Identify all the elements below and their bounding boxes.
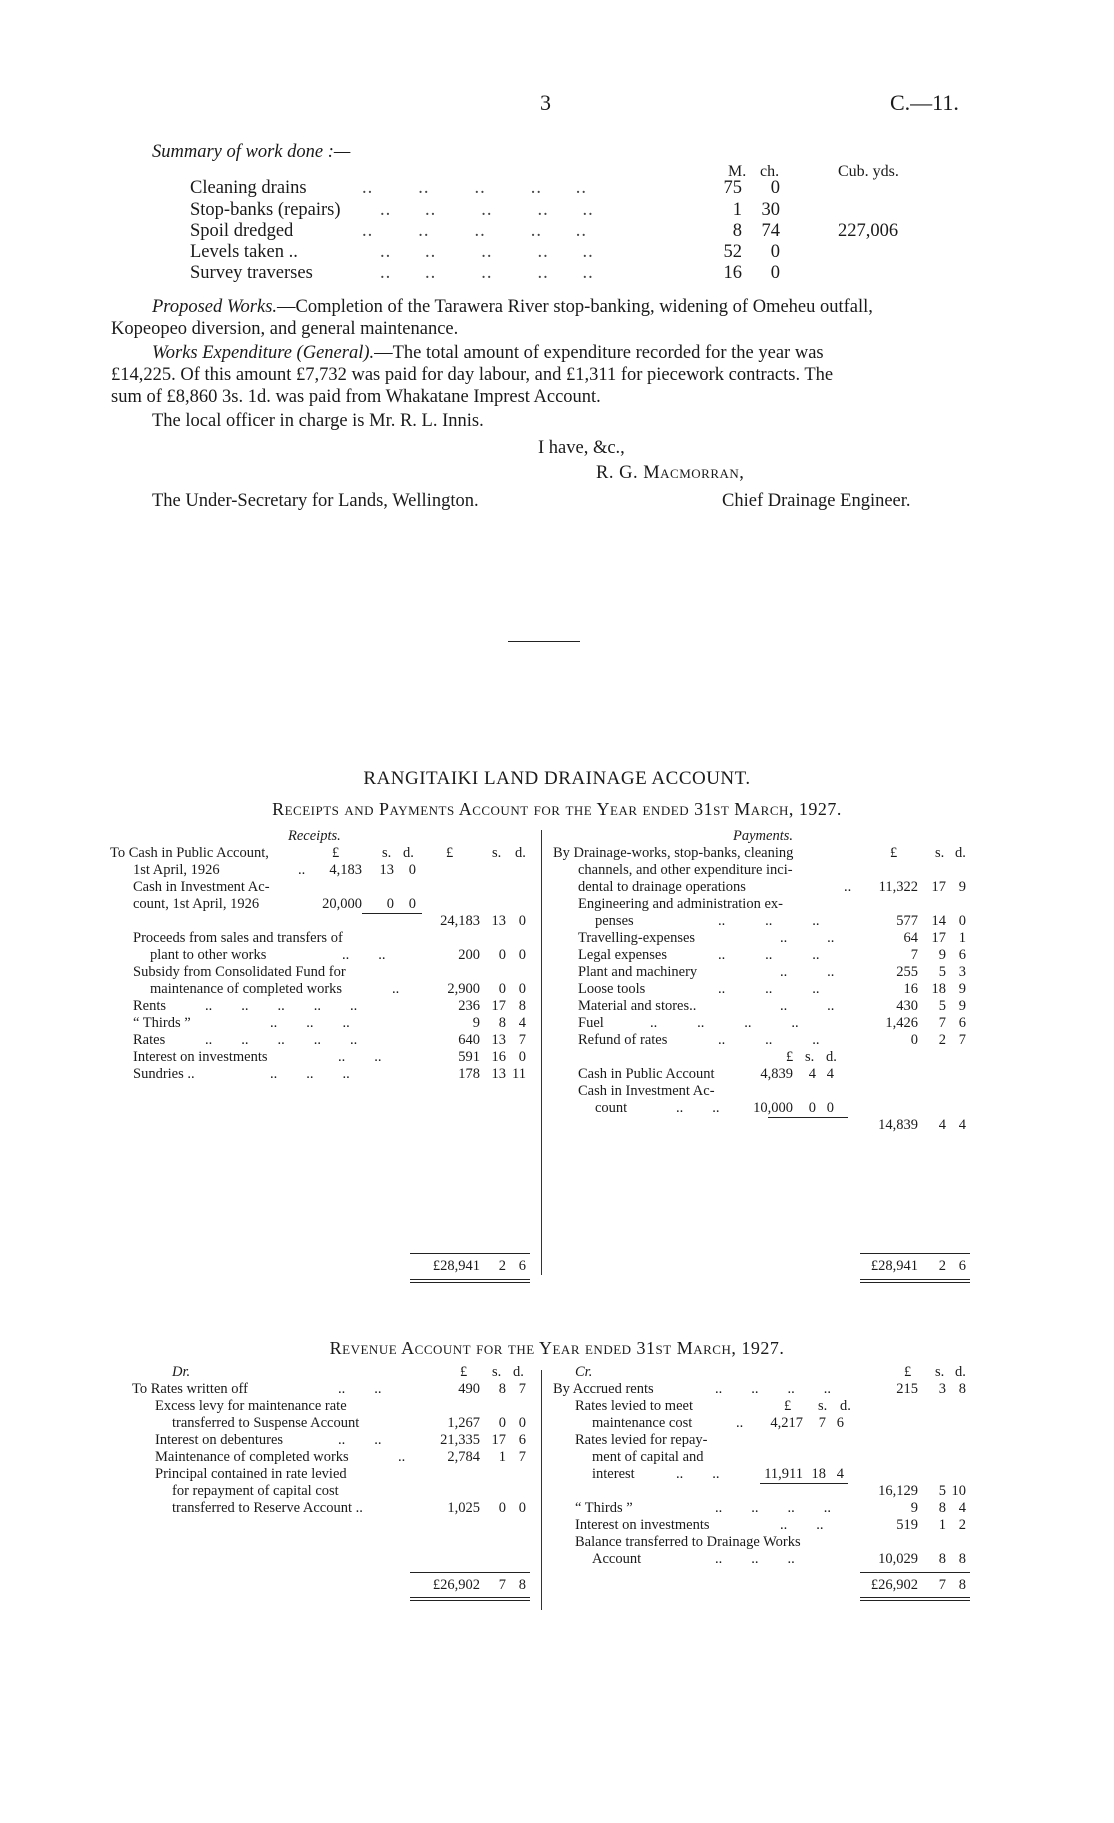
receipts-payments-heading: Receipts and Payments Account for the Year ended 31st March, 1927.: [272, 799, 842, 819]
receipts-total-pounds: £28,941: [432, 1258, 480, 1274]
debit-total-pence: 8: [518, 1577, 526, 1593]
receipt-item-pence: 11: [512, 1066, 526, 1082]
receipt-item-shillings: 13: [491, 1066, 506, 1082]
debit-item-pounds: 490: [458, 1381, 480, 1397]
total-double-rule: [410, 1600, 530, 1601]
receipt-item-label: Sundries ..: [133, 1066, 195, 1082]
currency-pence-header: d.: [515, 845, 526, 861]
payment-item-pence: 6: [958, 1015, 966, 1031]
payment-cash-investment-pence: 0: [826, 1100, 834, 1116]
receipt-cash-investment-pence: 0: [408, 896, 416, 912]
receipt-item-shillings: 16: [491, 1049, 506, 1065]
currency-pound-header: £: [460, 1364, 468, 1380]
payment-item-label: Legal expenses: [578, 947, 667, 963]
receipt-item-pence: 4: [518, 1015, 526, 1031]
credit-accrued-pence: 8: [958, 1381, 966, 1397]
currency-pence-header: d.: [403, 845, 414, 861]
receipt-cash-investment-shillings: 0: [386, 896, 394, 912]
leader-dots: .. .. .. .. ..: [362, 221, 587, 241]
receipt-item-pence: 8: [518, 998, 526, 1014]
payment-item-pounds: 430: [896, 998, 918, 1014]
payment-item-shillings: 18: [931, 981, 946, 997]
receipt-item-pence: 0: [518, 981, 526, 997]
payment-item-label: Plant and machinery: [578, 964, 698, 980]
currency-pound-header: £: [784, 1398, 792, 1414]
payment-item-shillings: 17: [931, 930, 946, 946]
leader-dots: .. ..: [338, 1432, 382, 1448]
payment-item-pounds: 7: [910, 947, 918, 963]
credit-rates-total-shillings: 5: [938, 1483, 946, 1499]
works-expenditure-label: Works Expenditure (General).: [152, 343, 375, 363]
subtotal-rule: [768, 1117, 848, 1118]
receipt-item-pence: 0: [518, 947, 526, 963]
addressee: The Under-Secretary for Lands, Wellington.: [152, 491, 479, 511]
payment-item-pence: 9: [958, 879, 966, 895]
summary-row-m: 8: [732, 221, 742, 241]
local-officer-line: The local officer in charge is Mr. R. L. Innis.: [152, 411, 484, 431]
summary-row-ch: 0: [770, 242, 780, 262]
revenue-account-heading: Revenue Account for the Year ended 31st March, 1927.: [329, 1338, 785, 1358]
currency-pound-header: £: [446, 845, 454, 861]
leader-dots: .. ..: [780, 1517, 824, 1533]
payment-item-shillings: 7: [938, 1015, 946, 1031]
debit-item-shillings: 8: [498, 1381, 506, 1397]
leader-dots: .. .. .. ..: [715, 1500, 831, 1516]
currency-pence-header: d.: [826, 1049, 837, 1065]
proposed-works-label: Proposed Works.: [152, 297, 278, 317]
credit-maintenance-shillings: 7: [818, 1415, 826, 1431]
total-rule: [860, 1572, 970, 1573]
debit-item-shillings: 0: [498, 1500, 506, 1516]
payment-cash-public-pounds: 4,839: [760, 1066, 793, 1082]
leader-dots: .. ..: [780, 998, 835, 1014]
credit-repayment-label: Rates levied for repay-: [575, 1432, 708, 1448]
payments-total-pounds: £28,941: [870, 1258, 918, 1274]
payment-cash-investment-shillings: 0: [808, 1100, 816, 1116]
credit-balance-label: Balance transferred to Drainage Works: [575, 1534, 801, 1550]
account-title: RANGITAIKI LAND DRAINAGE ACCOUNT.: [363, 768, 751, 789]
debit-item-pounds: 1,267: [447, 1415, 480, 1431]
credit-thirds-shillings: 8: [938, 1500, 946, 1516]
payment-item-shillings: 14: [931, 913, 946, 929]
payment-item-label: Refund of rates: [578, 1032, 668, 1048]
receipt-item-label: Subsidy from Consolidated Fund for: [133, 964, 346, 980]
works-expenditure-line-2: £14,225. Of this amount £7,732 was paid for day labour, and £1,311 for piecework contracts. The: [111, 365, 834, 385]
currency-pound-header: £: [332, 845, 340, 861]
currency-shilling-header: s.: [805, 1049, 815, 1065]
debit-item-label: To Rates written off: [132, 1381, 248, 1397]
summary-row-ch: 30: [761, 200, 780, 220]
leader-dots: .. .. ..: [718, 913, 820, 929]
total-double-rule: [410, 1279, 530, 1280]
summary-row-label: Spoil dredged: [190, 221, 294, 241]
receipt-item-pence: 7: [518, 1032, 526, 1048]
debit-item-shillings: 1: [498, 1449, 506, 1465]
works-expenditure-line-3: sum of £8,860 3s. 1d. was paid from Whakatane Imprest Account.: [111, 387, 601, 407]
receipt-cash-public-pence: 0: [408, 862, 416, 878]
total-rule: [860, 1253, 970, 1254]
summary-row-m: 16: [723, 263, 742, 283]
leader-dots: .. .. .. .. ..: [380, 263, 594, 283]
leader-dots: .. .. .. ..: [715, 1381, 831, 1397]
currency-pound-header: £: [890, 845, 898, 861]
debit-total-pounds: £26,902: [432, 1577, 480, 1593]
debit-item-shillings: 0: [498, 1415, 506, 1431]
leader-dots: .. .. ..: [718, 947, 820, 963]
currency-shilling-header: s.: [382, 845, 392, 861]
payments-total-pence: 6: [958, 1258, 966, 1274]
document-reference: C.—11.: [890, 90, 959, 115]
leader-dots: .. ..: [338, 1049, 382, 1065]
leader-dots: .. .. ..: [270, 1015, 350, 1031]
leader-dots: .. .. ..: [270, 1066, 350, 1082]
debit-item-pence: 0: [518, 1500, 526, 1516]
payment-cash-subtotal-pounds: 14,839: [878, 1117, 918, 1133]
currency-shilling-header: s.: [935, 845, 945, 861]
payment-item-shillings: 17: [931, 879, 946, 895]
credit-repayment-label-continued: ment of capital and: [592, 1449, 704, 1465]
column-divider: [541, 1370, 542, 1610]
leader-dots: ..: [844, 879, 852, 895]
credit-interest-shillings: 1: [938, 1517, 946, 1533]
currency-shilling-header: s.: [935, 1364, 945, 1380]
receipts-total-pence: 6: [518, 1258, 526, 1274]
debit-item-pounds: 1,025: [447, 1500, 480, 1516]
payment-item-pence: 6: [958, 947, 966, 963]
currency-shilling-header: s.: [818, 1398, 828, 1414]
credit-accrued-label: By Accrued rents: [553, 1381, 654, 1397]
credit-rates-total-pounds: 16,129: [878, 1483, 918, 1499]
payments-total-shillings: 2: [938, 1258, 946, 1274]
receipt-item-pounds: 591: [458, 1049, 480, 1065]
proposed-works-text: —Completion of the Tarawera River stop-banking, widening of Omeheu outfall,: [277, 297, 873, 317]
credit-balance-shillings: 8: [938, 1551, 946, 1567]
leader-dots: .. .. .. .. ..: [362, 178, 587, 198]
debit-item-pounds: 21,335: [440, 1432, 480, 1448]
payment-cash-investment-label: Cash in Investment Ac-: [578, 1083, 715, 1099]
credit-interest-pounds: 519: [896, 1517, 918, 1533]
credit-interest-pence: 2: [958, 1517, 966, 1533]
receipt-cash-investment-label: Cash in Investment Ac-: [133, 879, 270, 895]
subtotal-rule: [760, 1483, 848, 1484]
payment-item-label: Engineering and administration ex-: [578, 896, 783, 912]
summary-row-label: Survey traverses: [190, 263, 313, 283]
payment-item-pence: 3: [958, 964, 966, 980]
signatory-title: Chief Drainage Engineer.: [722, 491, 911, 511]
debit-item-label: Principal contained in rate levied: [155, 1466, 347, 1482]
credit-repayment-pence: 4: [836, 1466, 844, 1482]
payment-item-label-continued: penses: [595, 913, 634, 929]
payment-item-label-continued: dental to drainage operations: [578, 879, 746, 895]
credit-balance-pence: 8: [958, 1551, 966, 1567]
credit-maintenance-label: Rates levied to meet: [575, 1398, 693, 1414]
summary-row-label: Levels taken ..: [190, 242, 298, 262]
payments-heading: Payments.: [733, 828, 793, 844]
receipt-item-shillings: 8: [498, 1015, 506, 1031]
debit-item-label-continued: transferred to Suspense Account: [172, 1415, 360, 1431]
leader-dots: ..: [736, 1415, 744, 1431]
credit-repayment-shillings: 18: [811, 1466, 826, 1482]
payment-cash-public-shillings: 4: [808, 1066, 816, 1082]
signatory-name: R. G. Macmorran,: [596, 463, 745, 483]
total-double-rule: [860, 1282, 970, 1283]
currency-pence-header: d.: [513, 1364, 524, 1380]
page-number: 3: [540, 90, 551, 115]
debit-item-label: Maintenance of completed works: [155, 1449, 349, 1465]
summary-row-ch: 0: [770, 178, 780, 198]
currency-shilling-header: s.: [492, 845, 502, 861]
credit-balance-pounds: 10,029: [878, 1551, 918, 1567]
credit-rates-total-pence: 10: [951, 1483, 966, 1499]
receipt-item-shillings: 13: [491, 1032, 506, 1048]
leader-dots: .. .. ..: [718, 981, 820, 997]
leader-dots: .. .. .. .. ..: [205, 998, 358, 1014]
credit-accrued-pounds: 215: [896, 1381, 918, 1397]
proposed-works-text-continued: Kopeopeo diversion, and general maintenance.: [111, 319, 459, 339]
total-rule: [410, 1253, 530, 1254]
closing-salutation: I have, &c.,: [538, 438, 625, 458]
summary-row-m: 75: [723, 178, 742, 198]
currency-shilling-header: s.: [492, 1364, 502, 1380]
payment-item-pounds: 11,322: [878, 879, 918, 895]
payment-item-label: Material and stores..: [578, 998, 697, 1014]
payment-item-pence: 1: [958, 930, 966, 946]
total-rule: [410, 1572, 530, 1573]
total-double-rule: [860, 1597, 970, 1598]
debit-total-shillings: 7: [498, 1577, 506, 1593]
credit-total-pounds: £26,902: [870, 1577, 918, 1593]
payment-cash-subtotal-pence: 4: [958, 1117, 966, 1133]
receipt-item-pounds: 236: [458, 998, 480, 1014]
payment-item-pence: 0: [958, 913, 966, 929]
payment-cash-investment-pounds: 10,000: [753, 1100, 793, 1116]
leader-dots: .. ..: [676, 1466, 720, 1482]
payment-item-pence: 9: [958, 981, 966, 997]
total-double-rule: [860, 1279, 970, 1280]
credit-interest-label: Interest on investments: [575, 1517, 710, 1533]
leader-dots: .. ..: [780, 930, 835, 946]
payment-item-pounds: 16: [903, 981, 918, 997]
total-double-rule: [410, 1282, 530, 1283]
credit-thirds-pounds: 9: [910, 1500, 918, 1516]
summary-row-label: Stop-banks (repairs): [190, 200, 341, 220]
payment-cash-public-pence: 4: [826, 1066, 834, 1082]
payment-cash-investment-label-continued: count: [595, 1100, 628, 1116]
summary-heading: Summary of work done :—: [152, 142, 351, 162]
leader-dots: ..: [392, 981, 400, 997]
receipt-cash-public-pounds: 4,183: [329, 862, 362, 878]
debit-item-label: Excess levy for maintenance rate: [155, 1398, 347, 1414]
credit-maintenance-pounds: 4,217: [770, 1415, 803, 1431]
summary-row-cubic-yards: 227,006: [838, 221, 899, 241]
currency-pound-header: £: [904, 1364, 912, 1380]
payment-item-label: By Drainage-works, stop-banks, cleaning: [553, 845, 794, 861]
receipt-cash-public-date: 1st April, 1926: [133, 862, 220, 878]
leader-dots: .. .. .. .. ..: [380, 200, 594, 220]
credit-repayment-label-continued: interest: [592, 1466, 635, 1482]
receipt-item-label-continued: plant to other works: [150, 947, 267, 963]
receipt-item-shillings: 17: [491, 998, 506, 1014]
debit-item-label: Interest on debentures: [155, 1432, 284, 1448]
payment-item-label-continued: channels, and other expenditure inci-: [578, 862, 793, 878]
payment-item-pounds: 1,426: [885, 1015, 918, 1031]
receipt-item-label: Rates: [133, 1032, 166, 1048]
receipt-cash-subtotal-pence: 0: [518, 913, 526, 929]
currency-pence-header: d.: [955, 1364, 966, 1380]
summary-row-label: Cleaning drains: [190, 178, 307, 198]
leader-dots: .. ..: [338, 1381, 382, 1397]
summary-row-ch: 0: [770, 263, 780, 283]
payment-item-pounds: 577: [896, 913, 918, 929]
payment-item-pounds: 255: [896, 964, 918, 980]
payment-item-pence: 9: [958, 998, 966, 1014]
payment-item-label: Fuel: [578, 1015, 604, 1031]
currency-pence-header: d.: [955, 845, 966, 861]
works-expenditure-paragraph: [152, 342, 824, 364]
leader-dots: ..: [298, 862, 306, 878]
credit-total-shillings: 7: [938, 1577, 946, 1593]
currency-pence-header: d.: [840, 1398, 851, 1414]
receipt-cash-investment-pounds: 20,000: [322, 896, 362, 912]
credit-maintenance-label-continued: maintenance cost: [592, 1415, 693, 1431]
column-divider: [541, 830, 542, 1275]
receipt-item-label: Interest on investments: [133, 1049, 268, 1065]
debit-item-pence: 6: [518, 1432, 526, 1448]
summary-col-cubic-yards: Cub. yds.: [838, 163, 899, 180]
payment-cash-subtotal-shillings: 4: [938, 1117, 946, 1133]
summary-row-ch: 74: [761, 221, 780, 241]
credit-repayment-pounds: 11,911: [764, 1466, 803, 1482]
payment-item-label: Loose tools: [578, 981, 646, 997]
receipt-item-pounds: 9: [472, 1015, 480, 1031]
payment-item-label: Travelling-expenses: [578, 930, 696, 946]
debit-item-label-continued: transferred to Reserve Account ..: [172, 1500, 363, 1516]
receipt-cash-subtotal-pounds: 24,183: [440, 913, 480, 929]
receipt-item-pence: 0: [518, 1049, 526, 1065]
receipt-item-pounds: 640: [458, 1032, 480, 1048]
receipt-item-label: Proceeds from sales and transfers of: [133, 930, 343, 946]
leader-dots: .. ..: [780, 964, 835, 980]
debit-item-pounds: 2,784: [447, 1449, 480, 1465]
credit-total-pence: 8: [958, 1577, 966, 1593]
summary-col-miles: M.: [728, 163, 747, 180]
payment-item-shillings: 9: [938, 947, 946, 963]
currency-pound-header: £: [786, 1049, 794, 1065]
credit-heading: Cr.: [575, 1364, 593, 1380]
receipt-cash-subtotal-shillings: 13: [491, 913, 506, 929]
credit-balance-label-continued: Account: [592, 1551, 642, 1567]
total-double-rule: [410, 1597, 530, 1598]
payment-cash-public-label: Cash in Public Account: [578, 1066, 715, 1082]
section-divider: [508, 641, 580, 642]
receipt-item-label: Rents: [133, 998, 167, 1014]
works-expenditure-text: —The total amount of expenditure recorded for the year was: [374, 343, 824, 363]
receipt-cash-investment-date: count, 1st April, 1926: [133, 896, 260, 912]
credit-thirds-label: “ Thirds ”: [575, 1500, 633, 1516]
receipt-cash-public-label: To Cash in Public Account,: [110, 845, 269, 861]
debit-item-label-continued: for repayment of capital cost: [172, 1483, 339, 1499]
summary-row-m: 52: [723, 242, 742, 262]
payment-item-pounds: 0: [910, 1032, 918, 1048]
leader-dots: .. ..: [676, 1100, 720, 1116]
payment-item-shillings: 5: [938, 964, 946, 980]
summary-row-m: 1: [732, 200, 742, 220]
payment-item-pence: 7: [958, 1032, 966, 1048]
receipts-total-shillings: 2: [498, 1258, 506, 1274]
leader-dots: .. ..: [342, 947, 386, 963]
leader-dots: .. .. .. .. ..: [380, 242, 594, 262]
receipts-heading: Receipts.: [288, 828, 341, 844]
proposed-works-paragraph: [152, 296, 873, 318]
credit-thirds-pence: 4: [958, 1500, 966, 1516]
receipt-item-pounds: 2,900: [447, 981, 480, 997]
receipt-item-label: “ Thirds ”: [133, 1015, 191, 1031]
leader-dots: .. .. ..: [715, 1551, 795, 1567]
receipt-item-shillings: 0: [498, 981, 506, 997]
payment-item-shillings: 5: [938, 998, 946, 1014]
credit-maintenance-pence: 6: [836, 1415, 844, 1431]
leader-dots: ..: [398, 1449, 406, 1465]
receipt-item-shillings: 0: [498, 947, 506, 963]
leader-dots: .. .. ..: [718, 1032, 820, 1048]
credit-accrued-shillings: 3: [938, 1381, 946, 1397]
leader-dots: .. .. .. ..: [650, 1015, 799, 1031]
receipt-item-pounds: 178: [458, 1066, 480, 1082]
debit-item-pence: 7: [518, 1381, 526, 1397]
payment-item-pounds: 64: [903, 930, 918, 946]
receipt-item-label-continued: maintenance of completed works: [150, 981, 343, 997]
receipt-item-pounds: 200: [458, 947, 480, 963]
receipt-cash-public-shillings: 13: [379, 862, 394, 878]
debit-item-pence: 7: [518, 1449, 526, 1465]
debit-heading: Dr.: [172, 1364, 191, 1380]
total-double-rule: [860, 1600, 970, 1601]
summary-col-chains: ch.: [760, 163, 780, 180]
debit-item-shillings: 17: [491, 1432, 506, 1448]
leader-dots: .. .. .. .. ..: [205, 1032, 358, 1048]
debit-item-pence: 0: [518, 1415, 526, 1431]
payment-item-shillings: 2: [938, 1032, 946, 1048]
